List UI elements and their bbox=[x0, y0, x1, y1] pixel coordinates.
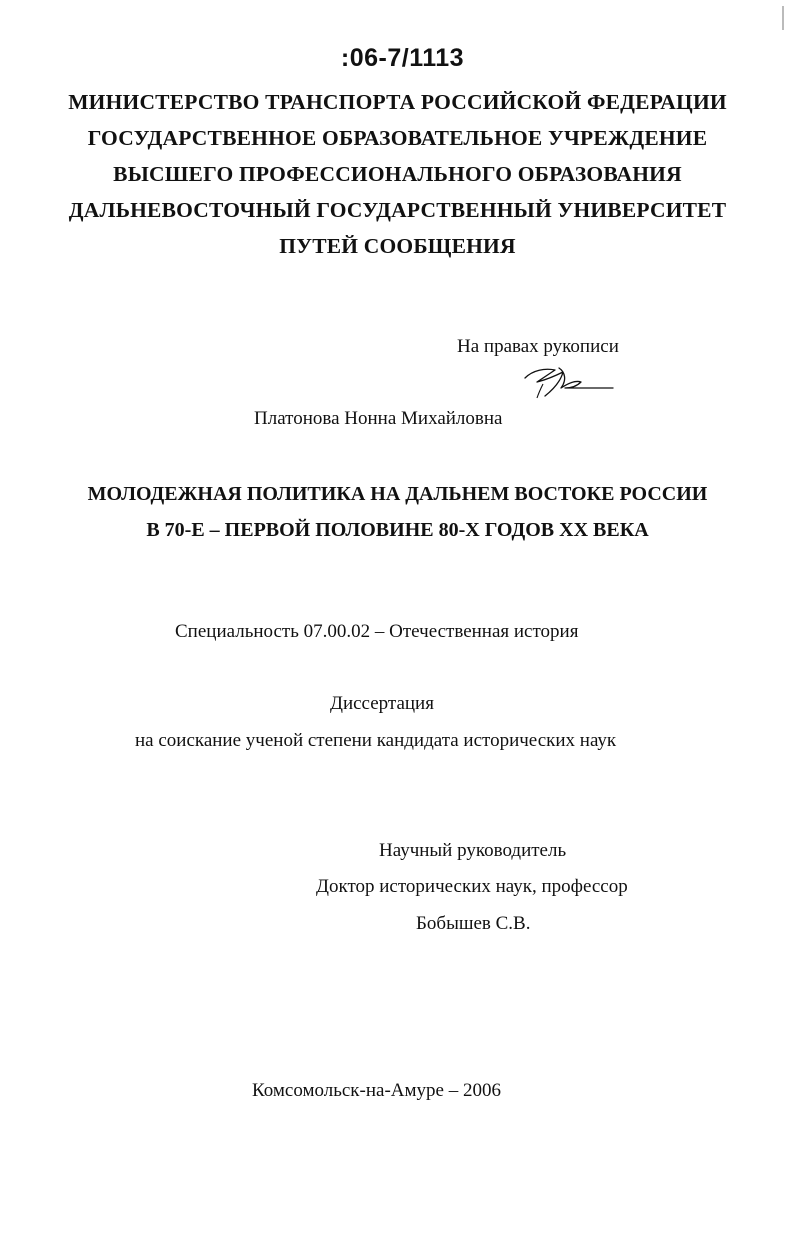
handwritten-signature bbox=[515, 358, 615, 406]
organization-line: ГОСУДАРСТВЕННОЕ ОБРАЗОВАТЕЛЬНОЕ УЧРЕЖДЕНИЕ bbox=[87, 126, 708, 150]
supervisor-name: Бобышев С.В. bbox=[416, 913, 531, 934]
organization-line: ПУТЕЙ СООБЩЕНИЯ bbox=[279, 234, 516, 258]
scan-edge-mark bbox=[780, 6, 790, 30]
supervisor-degree: Доктор исторических наук, профессор bbox=[316, 876, 628, 897]
author-name: Платонова Нонна Михайловна bbox=[254, 408, 503, 429]
supervisor-label: Научный руководитель bbox=[379, 840, 567, 861]
dissertation-label: Диссертация bbox=[330, 693, 434, 714]
archive-stamp-number: :06-7/1113 bbox=[340, 44, 465, 72]
dissertation-title bbox=[0, 476, 795, 548]
organization-line: ВЫСШЕГО ПРОФЕССИОНАЛЬНОГО ОБРАЗОВАНИЯ bbox=[113, 162, 682, 186]
organization-header bbox=[0, 84, 795, 264]
organization-line: МИНИСТЕРСТВО ТРАНСПОРТА РОССИЙСКОЙ ФЕДЕРАЦИИ bbox=[68, 90, 727, 114]
dissertation-description: на соискание ученой степени кандидата исторических наук bbox=[135, 730, 617, 751]
organization-line: ДАЛЬНЕВОСТОЧНЫЙ ГОСУДАРСТВЕННЫЙ УНИВЕРСИТЕТ bbox=[68, 198, 727, 222]
specialty-line: Специальность 07.00.02 – Отечественная история bbox=[175, 621, 579, 642]
title-line: В 70-Е – ПЕРВОЙ ПОЛОВИНЕ 80-Х ГОДОВ XX ВЕКА bbox=[146, 519, 649, 541]
city-and-year: Комсомольск-на-Амуре – 2006 bbox=[252, 1080, 501, 1101]
title-line: МОЛОДЕЖНАЯ ПОЛИТИКА НА ДАЛЬНЕМ ВОСТОКЕ РОССИИ bbox=[87, 483, 708, 505]
manuscript-rights-note: На правах рукописи bbox=[457, 336, 619, 357]
